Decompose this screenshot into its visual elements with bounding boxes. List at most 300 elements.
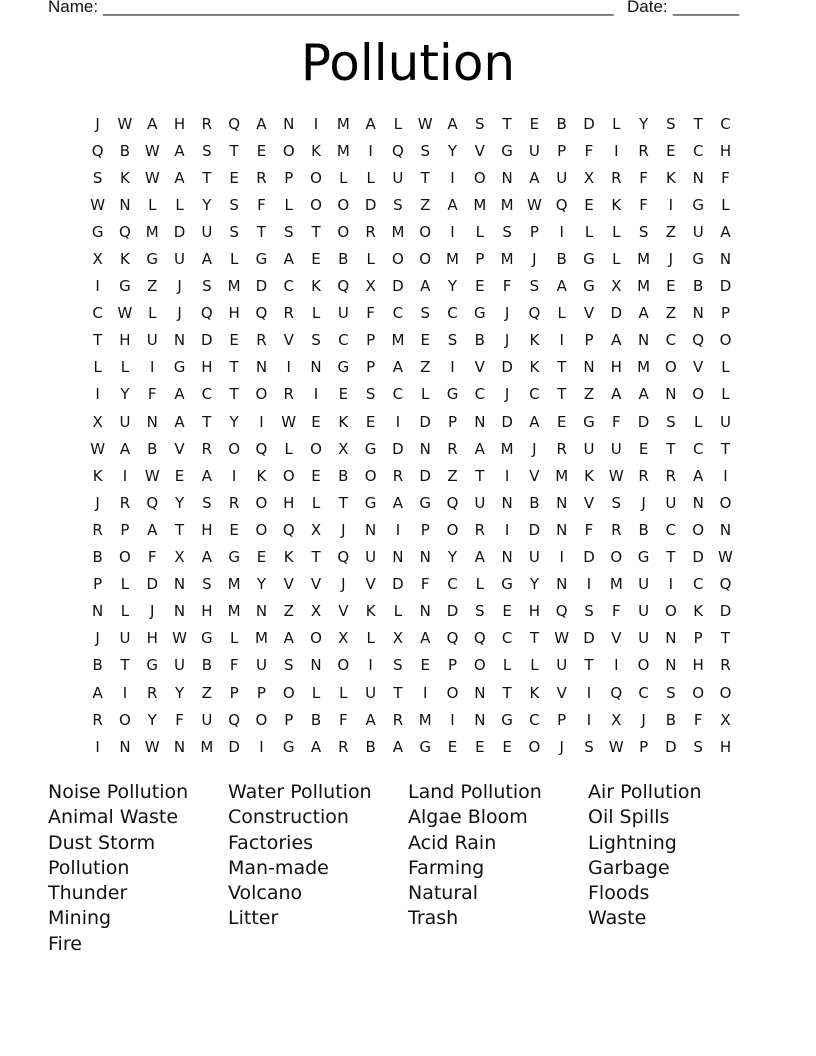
grid-letter: A [119,439,131,458]
grid-letter: S [611,493,622,512]
grid-letter: N [501,493,513,512]
grid-letter: R [447,439,458,458]
word-list-item: Lightning [588,831,677,854]
grid-letter: G [282,737,295,756]
grid-letter: M [637,358,651,377]
grid-letter: D [228,737,240,756]
grid-letter: E [502,602,512,621]
grid-letter: F [611,412,621,431]
grid-letter: X [365,277,376,296]
grid-letter: S [666,114,676,133]
grid-letter: N [665,656,677,675]
grid-letter: V [283,331,294,350]
grid-letter: X [392,629,404,648]
grid-letter: A [174,168,185,187]
grid-letter: N [173,331,186,350]
grid-letter: E [666,277,676,296]
grid-letter: N [119,737,131,756]
grid-letter: L [612,250,621,269]
grid-letter: I [313,385,319,404]
grid-letter: H [201,602,213,621]
grid-letter: P [120,520,130,539]
grid-letter: U [638,575,650,594]
grid-row [84,354,740,381]
grid-letter: R [392,710,404,729]
grid-letter: V [310,575,322,594]
grid-letter: V [474,141,485,160]
grid-letter: I [559,222,564,241]
grid-letter: W [90,195,106,214]
grid-letter: D [255,277,268,296]
grid-letter: V [283,575,294,594]
word-list-item: Thunder [48,882,128,905]
grid-letter: C [638,683,649,702]
grid-letter: W [172,629,187,648]
grid-letter: C [529,385,540,404]
grid-letter: S [502,222,512,241]
grid-letter: L [475,222,484,241]
grid-letter: F [175,710,184,729]
word-list-item: Factories [228,831,314,854]
grid-letter: G [255,250,268,269]
grid-letter: H [201,520,213,539]
grid-letter: D [146,575,159,594]
grid-letter: B [201,656,212,675]
grid-letter: Q [473,629,486,648]
grid-row [84,245,740,272]
word-list-item: Trash [408,907,459,930]
grid-row [84,571,740,598]
grid-letter: X [611,277,622,296]
grid-letter: P [229,683,239,702]
grid-letter: H [528,602,541,621]
grid-letter: A [283,629,294,648]
grid-letter: M [227,277,241,296]
grid-letter: A [201,548,212,567]
grid-letter: I [122,466,128,485]
grid-letter: Q [146,493,159,512]
grid-letter: B [474,331,485,350]
grid-letter: P [720,304,730,323]
grid-row [84,462,740,489]
grid-letter: I [286,358,291,377]
grid-letter: F [147,385,157,404]
grid-letter: M [391,331,405,350]
grid-letter: N [310,656,322,675]
grid-letter: S [529,277,540,296]
grid-letter: R [92,520,103,539]
grid-letter: N [501,168,513,187]
grid-letter: U [174,656,186,675]
grid-letter: P [284,168,294,187]
grid-letter: X [338,439,349,458]
grid-letter: E [666,141,676,160]
word-list-item: Air Pollution [588,781,702,803]
grid-letter: M [391,222,405,241]
grid-letter: A [611,385,622,404]
grid-letter: S [666,412,676,431]
word-list-item: Farming [408,856,485,879]
grid-letter: G [419,737,432,756]
grid-letter: O [392,250,404,269]
grid-letter: N [692,304,704,323]
grid-letter: M [555,466,569,485]
grid-letter: W [554,629,570,648]
grid-letter: C [692,575,704,594]
grid-letter: M [500,250,514,269]
grid-letter: E [475,737,485,756]
grid-letter: R [665,466,677,485]
grid-letter: H [119,331,131,350]
grid-letter: C [529,710,540,729]
grid-letter: X [310,520,322,539]
grid-letter: Y [447,141,458,160]
word-list-item: Acid Rain [408,831,497,854]
grid-letter: Q [337,548,350,567]
grid-letter: L [721,195,730,214]
grid-letter: V [583,493,595,512]
grid-letter: K [311,277,321,296]
grid-letter: I [368,141,373,160]
grid-letter: A [365,710,376,729]
word-list-item: Land Pollution [408,781,542,803]
grid-letter: G [446,385,459,404]
grid-letter: I [422,683,428,702]
grid-letter: A [365,114,376,133]
grid-letter: G [637,548,650,567]
grid-letter: I [559,548,564,567]
grid-letter: S [666,683,676,702]
grid-letter: K [529,331,540,350]
grid-row [84,191,740,218]
grid-letter: L [284,195,293,214]
word-list-item: Fire [48,932,82,955]
grid-letter: Q [228,710,241,729]
grid-letter: Y [202,195,212,214]
grid-letter: D [392,439,404,458]
grid-letter: I [395,412,401,431]
grid-letter: Q [282,520,295,539]
grid-letter: E [311,250,321,269]
grid-letter: M [609,575,623,594]
grid-letter: B [638,520,649,539]
grid-letter: H [173,114,186,133]
grid-letter: A [420,277,431,296]
grid-letter: F [366,304,375,323]
grid-letter: E [584,195,594,214]
grid-letter: G [173,358,186,377]
grid-letter: W [144,737,160,756]
grid-letter: P [366,331,376,350]
grid-letter: O [719,493,732,512]
grid-letter: G [228,548,240,567]
grid-letter: B [147,439,158,458]
grid-letter: J [641,710,646,729]
grid-letter: E [529,114,540,133]
grid-letter: G [501,141,513,160]
grid-letter: Z [583,385,595,404]
grid-letter: O [310,629,322,648]
grid-letter: J [95,493,100,512]
grid-letter: B [665,710,677,729]
grid-letter: A [720,222,731,241]
grid-letter: U [119,412,131,431]
grid-letter: A [474,548,485,567]
word-list-item: Oil Spills [588,806,670,829]
grid-letter: O [692,520,705,539]
grid-letter: U [474,493,486,512]
grid-letter: Q [446,629,459,648]
grid-letter: C [474,385,486,404]
grid-letter: P [693,629,703,648]
grid-letter: N [310,358,322,377]
grid-letter: O [119,548,131,567]
grid-letter: D [173,222,186,241]
grid-letter: P [366,358,376,377]
grid-letter: D [583,629,595,648]
grid-row [84,489,740,516]
grid-letter: L [612,114,621,133]
word-list-item: Floods [588,882,650,905]
grid-letter: E [502,737,512,756]
grid-letter: A [474,439,485,458]
grid-letter: Z [201,683,212,702]
grid-letter: S [475,114,485,133]
grid-letter: I [95,385,100,404]
grid-letter: D [719,277,732,296]
grid-letter: Y [174,493,185,512]
grid-letter: A [529,168,540,187]
grid-letter: A [529,412,540,431]
grid-letter: J [95,114,100,133]
grid-letter: G [473,304,486,323]
word-list-item: Volcano [228,882,303,905]
grid-letter: T [720,629,731,648]
grid-letter: T [120,656,130,675]
grid-letter: H [201,358,213,377]
grid-letter: Z [420,195,431,214]
grid-letter: M [145,222,159,241]
grid-letter: T [229,358,239,377]
grid-letter: I [150,358,155,377]
grid-row [84,516,740,543]
grid-letter: N [173,602,186,621]
grid-letter: L [530,656,539,675]
grid-letter: O [337,222,350,241]
grid-letter: A [392,737,404,756]
grid-letter: B [529,493,540,512]
grid-letter: H [610,358,622,377]
grid-letter: E [338,385,349,404]
grid-letter: F [229,656,239,675]
grid-letter: S [584,602,594,621]
grid-letter: B [338,466,349,485]
grid-letter: E [229,168,239,187]
grid-letter: R [638,466,649,485]
grid-letter: U [365,548,377,567]
grid-letter: N [583,358,595,377]
grid-letter: N [392,548,404,567]
grid-letter: T [311,222,321,241]
grid-letter: L [148,304,157,323]
grid-letter: S [283,656,294,675]
grid-letter: B [556,114,567,133]
grid-letter: Y [447,548,458,567]
grid-letter: U [665,493,677,512]
grid-letter: A [447,114,458,133]
grid-letter: M [227,602,241,621]
grid-letter: A [638,304,649,323]
grid-letter: G [692,250,704,269]
grid-letter: I [259,412,264,431]
grid-letter: W [90,439,106,458]
grid-letter: H [228,304,240,323]
grid-letter: N [173,575,186,594]
grid-letter: K [92,466,103,485]
grid-letter: T [666,548,676,567]
grid-letter: O [719,331,732,350]
grid-letter: T [420,168,430,187]
grid-letter: K [665,168,676,187]
grid-letter: P [447,656,458,675]
grid-letter: I [504,520,510,539]
grid-letter: U [174,250,186,269]
grid-letter: H [719,737,732,756]
grid-letter: O [610,548,623,567]
grid-letter: D [692,548,704,567]
grid-letter: G [419,493,432,512]
grid-letter: L [311,683,321,702]
grid-letter: J [177,304,182,323]
grid-letter: T [720,439,731,458]
grid-letter: J [532,439,537,458]
grid-letter: N [474,412,486,431]
grid-letter: I [723,466,728,485]
grid-letter: V [583,304,595,323]
grid-letter: C [692,141,704,160]
grid-letter: O [310,195,322,214]
grid-letter: U [556,656,568,675]
grid-letter: K [584,466,594,485]
grid-letter: V [529,466,540,485]
grid-letter: J [504,304,510,323]
grid-letter: D [392,277,404,296]
grid-letter: R [119,493,131,512]
grid-letter: R [365,222,376,241]
grid-letter: Q [610,683,623,702]
grid-letter: S [447,331,458,350]
grid-letter: I [259,737,264,756]
grid-letter: T [202,168,212,187]
word-list-item: Water Pollution [228,781,372,803]
grid-letter: R [283,385,294,404]
grid-letter: Y [529,575,539,594]
grid-letter: C [283,277,294,296]
grid-letter: S [420,141,430,160]
grid-letter: N [173,737,186,756]
grid-letter: Q [91,141,104,160]
grid-letter: G [692,195,704,214]
grid-letter: A [310,737,322,756]
grid-letter: L [366,250,375,269]
grid-letter: D [583,114,595,133]
grid-letter: F [639,195,648,214]
grid-row [84,544,740,571]
grid-letter: G [364,439,377,458]
grid-letter: E [420,331,430,350]
grid-letter: J [532,250,537,269]
grid-letter: X [92,412,103,431]
grid-letter: K [693,602,704,621]
grid-letter: S [693,737,703,756]
grid-letter: G [583,412,595,431]
word-list-item: Natural [408,882,479,905]
grid-row [84,218,740,245]
grid-letter: P [639,737,649,756]
grid-letter: A [174,385,185,404]
grid-letter: L [148,195,157,214]
grid-letter: E [556,412,567,431]
grid-letter: T [666,439,676,458]
grid-letter: I [614,141,619,160]
grid-letter: T [502,683,512,702]
grid-letter: N [146,412,158,431]
grid-letter: D [446,602,459,621]
grid-letter: K [365,602,376,621]
grid-letter: R [611,520,622,539]
grid-letter: R [92,710,103,729]
grid-letter: F [147,548,157,567]
grid-letter: Z [283,602,294,621]
grid-letter: S [229,222,239,241]
grid-letter: P [557,141,567,160]
grid-letter: B [556,250,567,269]
grid-letter: O [282,683,295,702]
grid-letter: S [584,737,594,756]
grid-letter: O [664,602,677,621]
grid-letter: I [586,575,592,594]
grid-letter: T [584,656,594,675]
grid-letter: S [202,575,212,594]
grid-letter: D [501,358,513,377]
grid-letter: D [501,412,513,431]
grid-letter: N [255,602,268,621]
grid-letter: A [92,683,103,702]
grid-letter: M [336,114,350,133]
grid-letter: L [721,385,730,404]
grid-letter: M [637,250,651,269]
grid-letter: D [665,737,677,756]
grid-letter: T [502,114,512,133]
grid-letter: G [501,710,513,729]
grid-letter: L [339,683,348,702]
grid-letter: Y [120,385,130,404]
grid-letter: O [282,466,295,485]
grid-letter: G [91,222,104,241]
grid-letter: M [500,195,514,214]
grid-letter: C [447,304,458,323]
grid-letter: Y [147,710,157,729]
grid-letter: Q [392,141,404,160]
grid-letter: C [392,385,404,404]
grid-letter: S [202,141,212,160]
grid-letter: L [475,575,484,594]
grid-letter: P [420,520,430,539]
grid-letter: W [117,114,133,133]
grid-letter: F [502,277,512,296]
grid-letter: S [92,168,103,187]
grid-letter: O [337,656,350,675]
